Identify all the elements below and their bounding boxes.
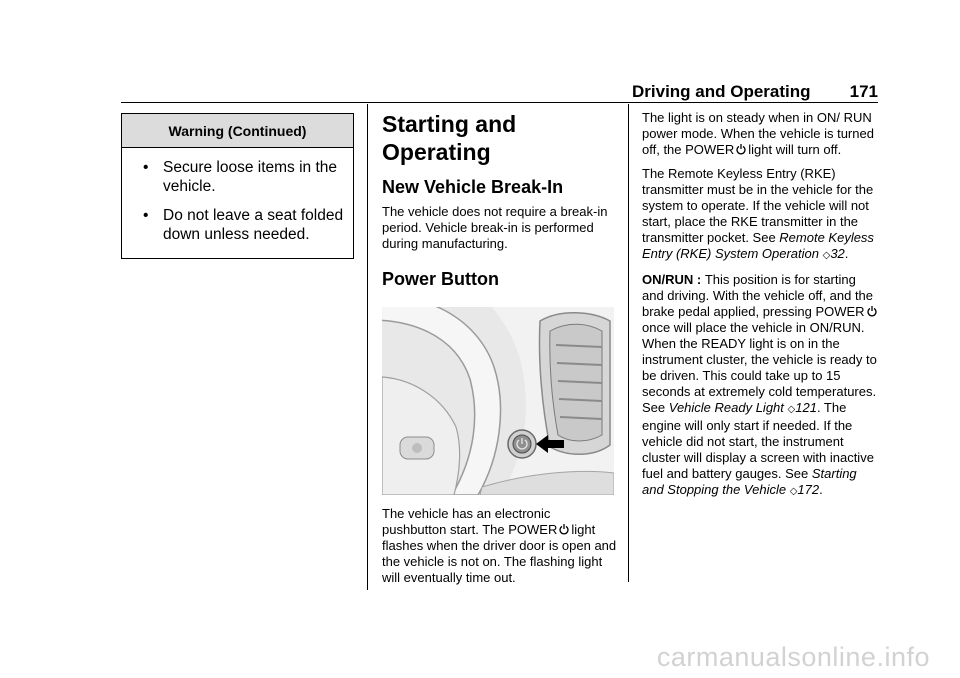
break-in-paragraph: [382, 204, 618, 252]
warning-item: [134, 158, 345, 196]
power-icon: [736, 143, 746, 155]
column-divider-right: [628, 104, 629, 582]
on-run-text: This position is for starting and driving. With the vehicle off, and the brake pedal applied, pressing POWER: [642, 272, 874, 319]
subheading-break-in: New Vehicle Break-In: [382, 177, 564, 197]
steady-light-text: The light is on steady when in ON/ RUN power mode. When the vehicle is turned off, the POWER: [642, 110, 874, 157]
power-text-start: The vehicle has an electronic pushbutton start. The POWER: [382, 506, 558, 537]
column-divider-left: [367, 104, 368, 590]
break-in-text: The vehicle does not require a break-in period. Vehicle break-in is performed during manufacturing.: [382, 204, 608, 251]
page-ref-icon: ◇: [822, 250, 831, 261]
page-header: [632, 82, 878, 104]
bullet-mark: •: [143, 159, 149, 176]
header-section-title: Driving and Operating: [632, 82, 811, 101]
on-run-paragraph: ON/RUN : This position is for starting and driving. With the vehicle off, and the brake pedal applied, pressing POWERonce will place the vehicle in ON/RUN. When the READY light is on in the instrument cluster, the vehicle is ready to be driven. This could take up to 15 seconds at extremely cold temperatures. See Vehicle Ready Light ◇121. The engine will only start if needed. If the vehicle did not start, the instrument cluster will display a screen with inactive fuel and battery gauges. See Starting and Stopping the Vehicle ◇172.: [642, 272, 877, 497]
warning-item-text: Secure loose items in the vehicle.: [163, 159, 338, 195]
power-button: [508, 430, 536, 458]
steady-light-paragraph: [642, 110, 880, 158]
rke-paragraph: The Remote Keyless Entry (RKE) transmitter must be in the vehicle for the system to operate. If the vehicle will not start, place the RKE transmitter in the transmitter pocket. See Remote Keyless Entry (RKE) System Operation ◇32.: [642, 166, 874, 261]
bullet-mark: •: [143, 207, 149, 224]
warning-list: [122, 148, 353, 244]
subheading-power-button: Power Button: [382, 269, 499, 289]
page-ref-icon: ◇: [787, 404, 796, 415]
header-page-number: 171: [849, 82, 878, 101]
warning-item: [134, 206, 345, 244]
column-middle: [382, 110, 618, 586]
warning-item-text: Do not leave a seat folded down unless needed.: [163, 207, 344, 243]
power-icon: [867, 305, 877, 317]
power-text-end: light flashes when the driver door is open and the vehicle is not on. The flashing light will eventually time out.: [382, 522, 617, 585]
on-run-text-more: . The engine will only start if needed. If the vehicle did not start, the instrument cluster will display a screen with inactive fuel and battery gauges. See: [642, 400, 874, 481]
rke-page-ref[interactable]: 32: [830, 246, 845, 261]
starting-stopping-page-ref[interactable]: 172: [797, 482, 820, 497]
air-vent: [539, 313, 610, 455]
vehicle-ready-page-ref[interactable]: 121: [795, 400, 817, 415]
page-ref-icon: ◇: [789, 486, 798, 497]
column-right: [642, 110, 880, 500]
warning-box: [121, 113, 354, 259]
section-heading: Starting and Operating: [382, 111, 517, 165]
power-button-paragraph: [382, 506, 618, 586]
vehicle-ready-light-link[interactable]: Vehicle Ready Light: [668, 400, 784, 415]
rke-reference-link[interactable]: Remote Keyless Entry (RKE) System Operation: [642, 230, 874, 261]
on-run-label: ON/RUN :: [642, 272, 705, 287]
starting-stopping-link[interactable]: Starting and Stopping the Vehicle: [642, 466, 857, 497]
warning-title: Warning (Continued): [122, 114, 353, 148]
wheel-control-buttons: [400, 437, 434, 459]
watermark: carmanualsonline.info: [656, 642, 930, 672]
on-run-text-cont: once will place the vehicle in ON/RUN. When the READY light is on in the instrument cluster, the vehicle is ready to be driven. This could take up to 15 seconds at extremely cold temperatures. See: [642, 320, 877, 415]
rke-text: The Remote Keyless Entry (RKE) transmitter must be in the vehicle for the system to operate. If the vehicle will not start, place the RKE transmitter in the transmitter pocket. See: [642, 166, 874, 245]
steering-wheel-illustration: [382, 307, 614, 495]
power-button-figure: [382, 307, 614, 495]
steady-light-text-end: light will turn off.: [748, 142, 842, 157]
power-icon: [559, 523, 569, 535]
header-rule: [121, 102, 878, 103]
